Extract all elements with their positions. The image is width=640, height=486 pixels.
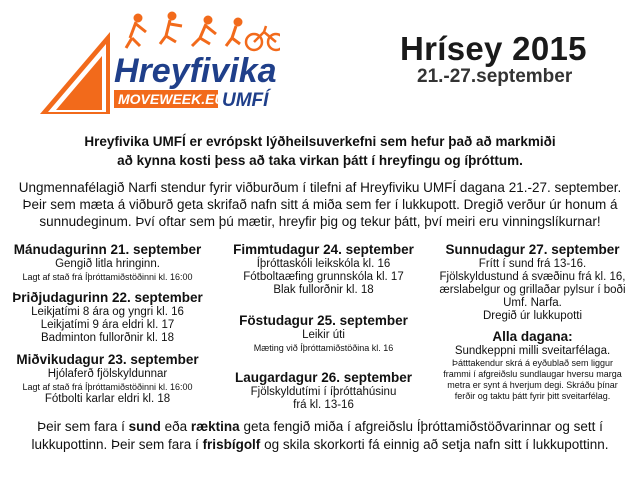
event-line: frá kl. 13-16: [293, 399, 354, 411]
event-line: Leikjatími 9 ára eldri kl. 17: [40, 319, 175, 331]
footer-fragment: Þeir sem fara í: [37, 419, 129, 434]
intro-line: Hreyfivika UMFÍ er evrópskt lýðheilsuverkefni sem hefur það að markmiði: [84, 134, 556, 149]
event-line: Fótboltaæfing grunnskóla kl. 17: [243, 271, 404, 283]
day-heading: Föstudagur 25. september: [239, 313, 408, 328]
intro-text: [0, 132, 640, 170]
event-note: Mæting við Íþróttamiðstöðina kl. 16: [253, 343, 394, 353]
event-line: Gengið litla hringinn.: [55, 258, 160, 270]
all-days-note: frammi í afgreiðslu sundlaugar hversu marga: [443, 369, 622, 379]
event-line: Leikjatími 8 ára og yngri kl. 16: [31, 306, 184, 318]
footer-bold: frisbígolf: [202, 437, 261, 452]
event-line: Fjölskyldutími í íþróttahúsinu: [250, 386, 397, 398]
footer-bold: ræktina: [190, 419, 240, 434]
logo-tagline: MOVEWEEK.EU: [118, 91, 225, 107]
footer-fragment: geta fengið miða í afgreiðslu Íþróttamiðstöðvarinnar og sett í: [239, 419, 603, 434]
page-title: Hrísey 2015: [400, 30, 587, 67]
logo-org: UMFÍ: [222, 90, 269, 111]
description-line: Þeir sem mæta á viðburð geta skrifað nafn sitt á miða sem fer í lukkupott. Dregið verður úr honum á: [22, 197, 618, 212]
all-days-note: Þátttakendur skrá á eyðublað sem liggur: [451, 358, 614, 368]
logo-name: Hreyfivika: [114, 52, 277, 90]
event-dates: 21.-27.september: [417, 66, 573, 87]
footer-fragment: lukkupottinn. Þeir sem fara í: [31, 437, 203, 452]
schedule-column-left: [0, 242, 215, 406]
day-heading: Þriðjudagurinn 22. september: [12, 290, 203, 305]
description-text: [0, 179, 640, 230]
all-days-note: metra er synt á hverjum degi. Skráðu þínar: [447, 380, 618, 390]
hreyfivika-logo: [40, 8, 280, 116]
event-line: Badminton fullorðnir kl. 18: [41, 332, 174, 344]
day-heading: Laugardagur 26. september: [234, 370, 413, 385]
footer-line: [0, 418, 640, 436]
all-days-heading: Alla dagana:: [492, 329, 573, 344]
event-line: Íþróttaskóli leikskóla kl. 16: [256, 258, 391, 270]
description-line: Ungmennafélagið Narfi stendur fyrir viðburðum í tilefni af Hreyfiviku UMFÍ dagana 21.-27. september.: [18, 180, 622, 195]
event-line: Hjólaferð fjölskyldunnar: [47, 368, 168, 380]
all-days-line: Sundkeppni milli sveitarfélaga.: [454, 345, 611, 357]
footer-line: [0, 436, 640, 454]
all-days-note: ferðir og taktu þátt fyrir þitt sveitarfélag.: [454, 391, 611, 401]
event-note: Lagt af stað frá Íþróttamiðstöðinni kl. 16:00: [22, 382, 193, 392]
event-line: Frítt í sund frá 13-16.: [478, 258, 587, 270]
day-heading: Miðvikudagur 23. september: [16, 352, 199, 367]
event-line: Leikir úti: [302, 329, 345, 341]
sport-figures-icon: [126, 12, 280, 50]
event-line: Blak fullorðnir kl. 18: [273, 284, 374, 296]
schedule-column-right: [425, 242, 640, 402]
footer-fragment: og skila skorkorti fá einnig að setja nafn sitt í lukkupottinn.: [260, 437, 609, 452]
event-note: Lagt af stað frá Íþróttamiðstöðinni kl. 16:00: [22, 272, 193, 282]
day-heading: Mánudagurinn 21. september: [13, 242, 202, 257]
event-line: ærslabelgur og grillaðar pylsur í boði: [439, 284, 626, 296]
event-line: Fótbolti karlar eldri kl. 18: [44, 393, 171, 405]
schedule-column-middle: [216, 242, 431, 412]
event-line: Umf. Narfa.: [503, 297, 562, 309]
event-line: Fjölskyldustund á svæðinu frá kl. 16,: [439, 271, 626, 283]
day-heading: Sunnudagur 27. september: [445, 242, 620, 257]
description-line: sunnudeginum. Því oftar sem þú mætir, hreyfir þig og tekur þátt, því meiri eru vinningslíkurnar!: [39, 214, 601, 229]
event-line: Dregið úr lukkupotti: [482, 310, 583, 322]
footer-fragment: eða: [160, 419, 191, 434]
footer-bold: sund: [128, 419, 161, 434]
intro-line: að kynna kosti þess að taka virkan þátt í hreyfingu og íþróttum.: [117, 153, 523, 168]
footer-text: [0, 418, 640, 454]
day-heading: Fimmtudagur 24. september: [233, 242, 414, 257]
